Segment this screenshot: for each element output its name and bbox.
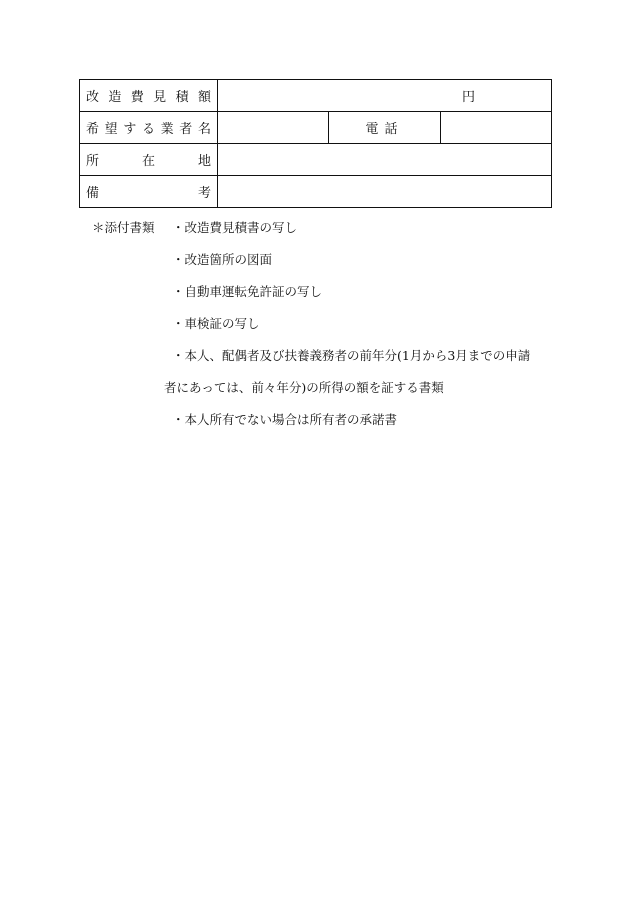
attachment-item: ・本人、配偶者及び扶養義務者の前年分(1月から3月までの申請	[172, 348, 531, 363]
label-char: 積	[175, 90, 189, 105]
estimate-label-cell	[80, 80, 218, 112]
estimate-row	[80, 80, 552, 112]
label-char: 望	[104, 122, 118, 137]
label-char: 額	[197, 90, 211, 105]
remarks-label	[86, 182, 211, 201]
attachment-item: ・改造費見積書の写し	[172, 220, 298, 235]
attachment-item: ・自動車運転免許証の写し	[172, 284, 323, 299]
attachment-item: ・改造箇所の図面	[172, 252, 273, 267]
label-char: 業	[160, 122, 174, 137]
estimate-label	[86, 86, 211, 105]
contractor-row	[80, 112, 552, 144]
address-label-cell	[80, 144, 218, 176]
estimate-amount-field[interactable]	[218, 80, 552, 112]
attachment-item-continuation: 者にあっては、前々年分)の所得の額を証する書類	[164, 380, 444, 395]
address-row	[80, 144, 552, 176]
label-char: 在	[141, 154, 155, 169]
label-char: 名	[197, 122, 211, 137]
contractor-label-cell	[80, 112, 218, 144]
label-char: 改	[86, 90, 100, 105]
label-char: 考	[197, 186, 211, 201]
label-char: 備	[86, 186, 100, 201]
contractor-name-field[interactable]	[218, 112, 329, 144]
application-form-table	[79, 79, 552, 208]
label-char: 者	[179, 122, 193, 137]
label-char: 造	[108, 90, 122, 105]
contractor-label	[86, 118, 211, 137]
yen-unit: 円	[461, 90, 475, 105]
phone-field[interactable]	[440, 112, 551, 144]
label-char: 所	[86, 154, 100, 169]
remarks-field[interactable]	[218, 176, 552, 208]
remarks-row	[80, 176, 552, 208]
label-char: る	[141, 122, 155, 137]
label-char: 費	[130, 90, 144, 105]
label-char: す	[123, 122, 137, 137]
attachments-heading: ＊添付書類	[92, 220, 155, 235]
remarks-label-cell	[80, 176, 218, 208]
address-field[interactable]	[218, 144, 552, 176]
attachment-item: ・車検証の写し	[172, 316, 260, 331]
attachments-list	[164, 218, 557, 442]
label-char: 地	[197, 154, 211, 169]
address-label	[86, 150, 211, 169]
attachment-item: ・本人所有でない場合は所有者の承諾書	[172, 412, 398, 427]
label-char: 見	[153, 90, 167, 105]
phone-label: 電話	[329, 112, 440, 144]
label-char: 希	[86, 122, 100, 137]
